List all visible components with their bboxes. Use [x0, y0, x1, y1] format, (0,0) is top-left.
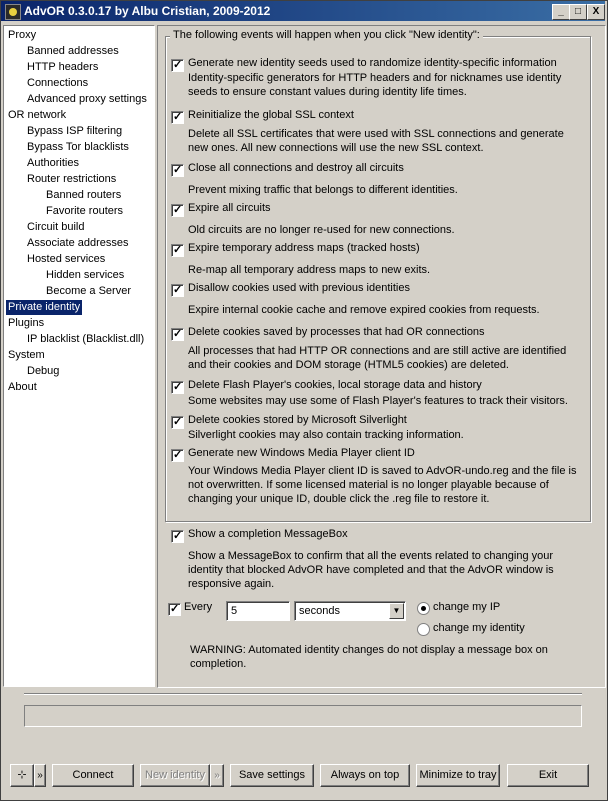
option-desc-ssl-context: Delete all SSL certificates that were used with SSL connections and generate new ones. All new connections will use the new SSL context.: [188, 128, 564, 154]
tree-item-authorities[interactable]: Authorities: [27, 157, 79, 169]
tree-item-circuit-build[interactable]: Circuit build: [27, 221, 85, 233]
tree-item-or-network[interactable]: OR network: [8, 109, 67, 121]
always-on-top-button[interactable]: Always on top: [320, 764, 410, 787]
tree-item-hidden-services[interactable]: Hidden services: [46, 269, 125, 281]
option-checkbox-ssl-context[interactable]: [171, 111, 184, 124]
interval-unit-value: seconds: [299, 605, 340, 617]
tree-item-about[interactable]: About: [8, 381, 37, 393]
tree-item-banned-addresses[interactable]: Banned addresses: [27, 45, 119, 57]
tree-item-become-a-server[interactable]: Become a Server: [46, 285, 131, 297]
option-desc-delete-process-cookies: All processes that had HTTP OR connections and are still active are identified and their cookies and DOM storage (HTML5 cookies) are deleted.: [188, 345, 567, 371]
save-settings-button[interactable]: Save settings: [230, 764, 314, 787]
option-label-wmp-client-id[interactable]: Generate new Windows Media Player client ID: [188, 447, 415, 459]
option-desc-expire-circuits: Old circuits are no longer re-used for new connections.: [188, 224, 455, 236]
option-label-expire-address-maps[interactable]: Expire temporary address maps (tracked hosts): [188, 242, 420, 254]
events-group-title: The following events will happen when you click "New identity":: [170, 29, 483, 41]
option-label-delete-silverlight-cookies[interactable]: Delete cookies stored by Microsoft Silverlight: [188, 414, 407, 426]
maximize-button[interactable]: □: [569, 4, 587, 20]
tree-item-debug[interactable]: Debug: [27, 365, 60, 377]
app-icon: [5, 4, 21, 20]
status-bar: [24, 705, 582, 727]
every-label[interactable]: Every: [184, 601, 213, 613]
tree-item-favorite-routers[interactable]: Favorite routers: [46, 205, 124, 217]
automation-warning: WARNING: Automated identity changes do not display a message box on completion.: [190, 644, 548, 670]
tree-item-connections[interactable]: Connections: [27, 77, 89, 89]
option-label-expire-circuits[interactable]: Expire all circuits: [188, 202, 271, 214]
completion-messagebox-checkbox[interactable]: [171, 530, 184, 543]
option-checkbox-identity-seeds[interactable]: [171, 59, 184, 72]
every-checkbox[interactable]: [168, 603, 181, 616]
option-checkbox-wmp-client-id[interactable]: [171, 449, 184, 462]
tree-item-http-headers[interactable]: HTTP headers: [27, 61, 99, 73]
window-title: AdvOR 0.3.0.17 by Albu Cristian, 2009-2012: [24, 4, 271, 18]
tree-item-bypass-tor-blacklists[interactable]: Bypass Tor blacklists: [27, 141, 129, 153]
option-checkbox-delete-flash-cookies[interactable]: [171, 381, 184, 394]
tree-item-system[interactable]: System: [8, 349, 45, 361]
option-label-ssl-context[interactable]: Reinitialize the global SSL context: [188, 109, 354, 121]
separator: [24, 693, 582, 695]
menu-button[interactable]: [10, 764, 34, 787]
option-desc-delete-silverlight-cookies: Silverlight cookies may also contain tracking information.: [188, 429, 464, 441]
option-desc-wmp-client-id: Your Windows Media Player client ID is saved to AdvOR-undo.reg and the file is not overwritten. If some licensed material is no longer playable because of changing your unique ID, double click the .reg file to restore it.: [188, 465, 577, 505]
radio-change-identity[interactable]: [417, 623, 430, 636]
menu-expand-button[interactable]: »: [34, 764, 46, 787]
tree-item-ip-blacklist[interactable]: IP blacklist (Blacklist.dll): [27, 333, 145, 345]
option-checkbox-disallow-cookies[interactable]: [171, 284, 184, 297]
option-label-delete-process-cookies[interactable]: Delete cookies saved by processes that had OR connections: [188, 326, 485, 338]
option-desc-expire-address-maps: Re-map all temporary address maps to new exits.: [188, 264, 431, 276]
tree-item-bypass-isp-filtering[interactable]: Bypass ISP filtering: [27, 125, 123, 137]
minimize-to-tray-button[interactable]: Minimize to tray: [416, 764, 500, 787]
radio-change-identity-label[interactable]: change my identity: [433, 622, 525, 634]
radio-change-ip[interactable]: [417, 602, 430, 615]
option-label-disallow-cookies[interactable]: Disallow cookies used with previous identities: [188, 282, 410, 294]
completion-messagebox-label[interactable]: Show a completion MessageBox: [188, 528, 348, 540]
close-button[interactable]: X: [587, 4, 605, 20]
new-identity-button[interactable]: New identity: [140, 764, 210, 787]
settings-tree[interactable]: [3, 25, 155, 687]
option-desc-delete-flash-cookies: Some websites may use some of Flash Player's features to track their visitors.: [188, 395, 568, 407]
chevron-down-icon[interactable]: ▼: [389, 603, 404, 619]
option-checkbox-delete-silverlight-cookies[interactable]: [171, 416, 184, 429]
tree-item-proxy[interactable]: Proxy: [8, 29, 37, 41]
tree-item-advanced-proxy-settings[interactable]: Advanced proxy settings: [27, 93, 147, 105]
tree-item-plugins[interactable]: Plugins: [8, 317, 45, 329]
option-desc-identity-seeds: Identity-specific generators for HTTP headers and for nicknames use identity seeds to ensure constant values during identity life times.: [188, 72, 562, 98]
tree-item-hosted-services[interactable]: Hosted services: [27, 253, 106, 265]
connect-button[interactable]: Connect: [52, 764, 134, 787]
new-identity-expand-button[interactable]: »: [210, 764, 224, 787]
option-label-delete-flash-cookies[interactable]: Delete Flash Player's cookies, local storage data and history: [188, 379, 482, 391]
exit-button[interactable]: Exit: [507, 764, 589, 787]
radio-change-ip-label[interactable]: change my IP: [433, 601, 501, 613]
option-checkbox-close-connections[interactable]: [171, 164, 184, 177]
tree-item-private-identity[interactable]: Private identity: [8, 301, 81, 313]
interval-unit-select[interactable]: [294, 601, 406, 621]
title-bar[interactable]: [1, 1, 605, 21]
option-checkbox-delete-process-cookies[interactable]: [171, 328, 184, 341]
option-desc-close-connections: Prevent mixing traffic that belongs to different identities.: [188, 184, 458, 196]
option-checkbox-expire-address-maps[interactable]: [171, 244, 184, 257]
minimize-button[interactable]: _: [552, 4, 570, 20]
completion-messagebox-desc: Show a MessageBox to confirm that all the events related to changing your identity that blocked AdvOR have completed and that the AdvOR window is responsive again.: [188, 550, 554, 590]
option-label-close-connections[interactable]: Close all connections and destroy all circuits: [188, 162, 404, 174]
network-icon: ⊹: [17, 769, 27, 781]
tree-item-associate-addresses[interactable]: Associate addresses: [27, 237, 129, 249]
tree-item-banned-routers[interactable]: Banned routers: [46, 189, 122, 201]
interval-input[interactable]: 5: [226, 601, 290, 621]
tree-item-router-restrictions[interactable]: Router restrictions: [27, 173, 117, 185]
option-label-identity-seeds[interactable]: Generate new identity seeds used to randomize identity-specific information: [188, 57, 557, 69]
option-checkbox-expire-circuits[interactable]: [171, 204, 184, 217]
option-desc-disallow-cookies: Expire internal cookie cache and remove expired cookies from requests.: [188, 304, 540, 316]
